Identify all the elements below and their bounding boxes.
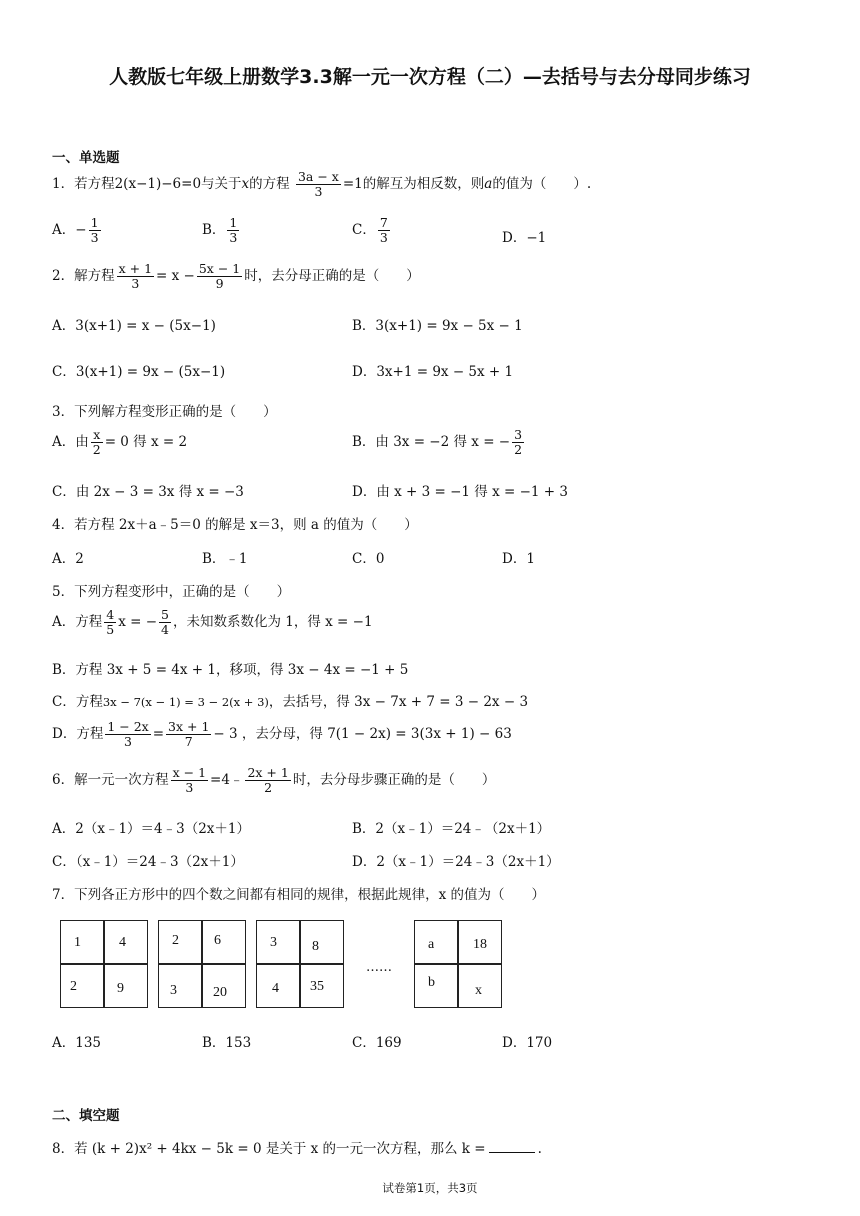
square-3-cell-tr: 8	[312, 939, 319, 954]
square-2-cell-tl: 2	[172, 933, 179, 948]
question-6-option-c[interactable]: C．（x﹣1）＝24﹣3（2x＋1）	[52, 854, 244, 870]
question-1-option-b[interactable]: B． $\frac{1}{3}$	[202, 215, 238, 245]
question-5-option-a[interactable]: A．方程 $\frac{4}{5}$ x = − $\frac{5}{4}$ ，未知数系数化为 1，得 x = −1	[52, 607, 373, 637]
question-3-option-a[interactable]: A．由 $\frac{x}{2}$ = 0 得 x = 2	[52, 427, 188, 457]
number-square-4	[414, 920, 502, 1008]
question-6-option-b[interactable]: B．2（x﹣1）＝24﹣（2x＋1）	[352, 821, 551, 837]
square-3-cell-bl: 4	[272, 981, 279, 996]
square-4-cell-tl: a	[428, 937, 435, 952]
square-2-cell-tr: 6	[214, 933, 221, 948]
question-3-option-b[interactable]: B．由 3x = −2 得 x = − $\frac{3}{2}$	[352, 427, 523, 457]
question-5-option-d[interactable]: D．方程 $\frac{1 - 2x}{3}$ = $\frac{3x + 1}{7}$ − 3 ，去分母，得 7(1 − 2x) = 3(3x + 1) − 63	[52, 719, 512, 749]
square-1-cell-bl: 2	[70, 979, 77, 994]
number-square-2	[158, 920, 246, 1008]
question-8-answer-blank[interactable]	[489, 1140, 535, 1153]
question-5-stem: 5．下列方程变形中，正确的是（ ）	[52, 584, 291, 600]
question-3-option-c[interactable]: C．由 2x − 3 = 3x 得 x = −3	[52, 484, 244, 500]
question-4-option-d[interactable]: D．1	[502, 551, 535, 567]
question-7-stem: 7．下列各正方形中的四个数之间都有相同的规律，根据此规律，x 的值为（ ）	[52, 887, 545, 903]
square-3-cell-br: 35	[310, 979, 324, 994]
question-2-stem: 2．解方程 $\frac{x + 1}{3}$ = x − $\frac{5x - 1}{9}$ 时，去分母正确的是（ ）	[52, 261, 420, 291]
question-6-stem: 6．解一元一次方程 $\frac{x - 1}{3}$ =4﹣ $\frac{2x + 1}{2}$ 时，去分母步骤正确的是（ ）	[52, 765, 496, 795]
question-7-option-c[interactable]: C．169	[352, 1035, 402, 1051]
square-1-cell-tl: 1	[74, 935, 81, 950]
question-4-option-b[interactable]: B．﹣1	[202, 551, 248, 567]
section-heading-single-choice: 一、单选题	[52, 150, 120, 166]
question-4-option-c[interactable]: C．0	[352, 551, 385, 567]
question-1-option-a[interactable]: A．− $\frac{1}{3}$	[52, 215, 99, 245]
square-2-cell-bl: 3	[170, 983, 177, 998]
question-2-option-c[interactable]: C．3(x+1) = 9x − (5x−1)	[52, 364, 226, 380]
question-1-option-d[interactable]: D．−1	[502, 230, 547, 246]
number-square-3	[256, 920, 344, 1008]
question-4-option-a[interactable]: A．2	[52, 551, 84, 567]
question-6-option-a[interactable]: A．2（x﹣1）＝4﹣3（2x＋1）	[52, 821, 251, 837]
question-8-stem: 8．若 (k + 2)x² + 4kx − 5k = 0 是关于 x 的一元一次方程，那么 k = .	[52, 1141, 542, 1157]
square-1-cell-tr: 4	[119, 935, 126, 950]
question-2-option-b[interactable]: B．3(x+1) = 9x − 5x − 1	[352, 318, 523, 334]
question-2-option-d[interactable]: D．3x+1 = 9x − 5x + 1	[352, 364, 514, 380]
section-heading-fill-blank: 二、填空题	[52, 1108, 120, 1124]
question-2-option-a[interactable]: A．3(x+1) = x − (5x−1)	[52, 318, 216, 334]
number-square-1	[60, 920, 148, 1008]
question-6-option-d[interactable]: D．2（x﹣1）＝24﹣3（2x＋1）	[352, 854, 560, 870]
question-7-option-b[interactable]: B．153	[202, 1035, 252, 1051]
question-7-option-a[interactable]: A．135	[52, 1035, 102, 1051]
question-5-option-c[interactable]: C．方程3x − 7(x − 1) = 3 − 2(x + 3)，去括号，得 3x − 7x + 7 = 3 − 2x − 3	[52, 694, 529, 710]
squares-ellipsis: ……	[366, 960, 392, 975]
question-3-stem: 3．下列解方程变形正确的是（ ）	[52, 404, 277, 420]
square-4-cell-br: x	[475, 983, 482, 998]
question-1-stem: 1．若方程2(x−1)−6=0与关于x的方程 $\frac{3a - x}{3}$ =1的解互为相反数，则a的值为（ ）.	[52, 169, 592, 199]
question-3-option-d[interactable]: D．由 x + 3 = −1 得 x = −1 + 3	[352, 484, 568, 500]
question-5-option-b[interactable]: B．方程 3x + 5 = 4x + 1，移项，得 3x − 4x = −1 + 5	[52, 662, 409, 678]
page-footer: 试卷第1页，共3页	[382, 1181, 478, 1195]
square-3-cell-tl: 3	[270, 935, 277, 950]
square-2-cell-br: 20	[213, 985, 227, 1000]
question-7-option-d[interactable]: D．170	[502, 1035, 553, 1051]
question-1-option-c[interactable]: C． $\frac{7}{3}$	[352, 215, 388, 245]
page-title: 人教版七年级上册数学3.3解一元一次方程（二）—去括号与去分母同步练习	[109, 66, 751, 88]
square-1-cell-br: 9	[117, 981, 124, 996]
question-4-stem: 4．若方程 2x＋a﹣5＝0 的解是 x＝3，则 a 的值为（ ）	[52, 517, 418, 533]
square-4-cell-tr: 18	[473, 937, 487, 952]
square-4-cell-bl: b	[428, 975, 435, 990]
